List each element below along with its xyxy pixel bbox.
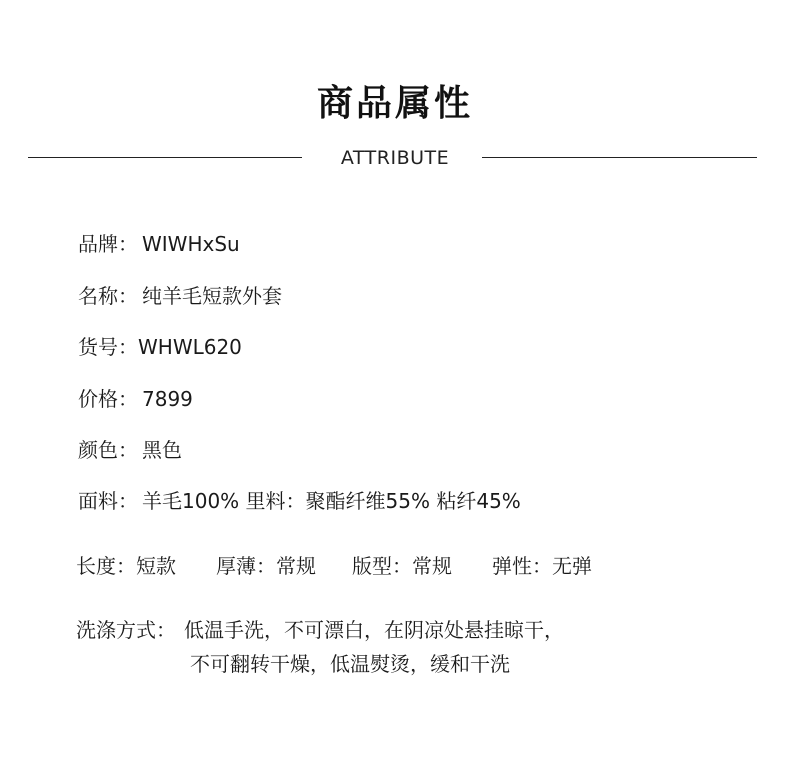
attribute-value: 7899: [142, 387, 193, 411]
care-line-1: 低温手洗，不可漂白，在阴凉处悬挂晾干，: [184, 618, 564, 642]
spec-length: [76, 552, 176, 580]
title-divider: [0, 146, 790, 170]
spec-value: 常规: [276, 554, 316, 578]
spec-fit: [352, 552, 452, 580]
spec-value: 短款: [136, 554, 176, 578]
care-line-2: 不可翻转干燥，低温熨烫，缓和干洗: [190, 652, 510, 676]
spec-thickness: [216, 552, 316, 580]
attribute-value: 羊毛100% 里料：聚酯纤维55% 粘纤45%: [142, 489, 521, 513]
attribute-name: [78, 282, 282, 310]
spec-label: 弹性：: [492, 554, 552, 578]
spec-label: 长度：: [76, 554, 136, 578]
care-instructions: [76, 616, 564, 644]
spec-value: 无弹: [552, 554, 592, 578]
spec-elasticity: [492, 552, 592, 580]
spec-label: 厚薄：: [216, 554, 276, 578]
attribute-value: WHWL620: [138, 335, 242, 359]
care-label: 洗涤方式：: [76, 618, 176, 642]
attribute-brand: [78, 230, 240, 258]
attribute-value: 黑色: [142, 438, 182, 462]
attribute-fabric: [78, 487, 521, 515]
attribute-label: 颜色：: [78, 438, 138, 462]
spec-value: 常规: [412, 554, 452, 578]
attribute-price: [78, 385, 193, 413]
page-title: 商品属性: [316, 83, 473, 124]
divider-line-right: [482, 157, 757, 158]
attribute-color: [78, 436, 182, 464]
spec-label: 版型：: [352, 554, 412, 578]
attribute-label: 面料：: [78, 489, 138, 513]
attribute-item-number: [78, 333, 242, 361]
attribute-label: 货号：: [78, 335, 138, 359]
attribute-value: 纯羊毛短款外套: [142, 284, 282, 308]
attribute-label: 价格：: [78, 387, 138, 411]
page-subtitle: ATTRIBUTE: [340, 147, 450, 169]
attribute-label: 名称：: [78, 284, 138, 308]
attribute-value: WIWHxSu: [142, 232, 240, 256]
attribute-label: 品牌：: [78, 232, 138, 256]
